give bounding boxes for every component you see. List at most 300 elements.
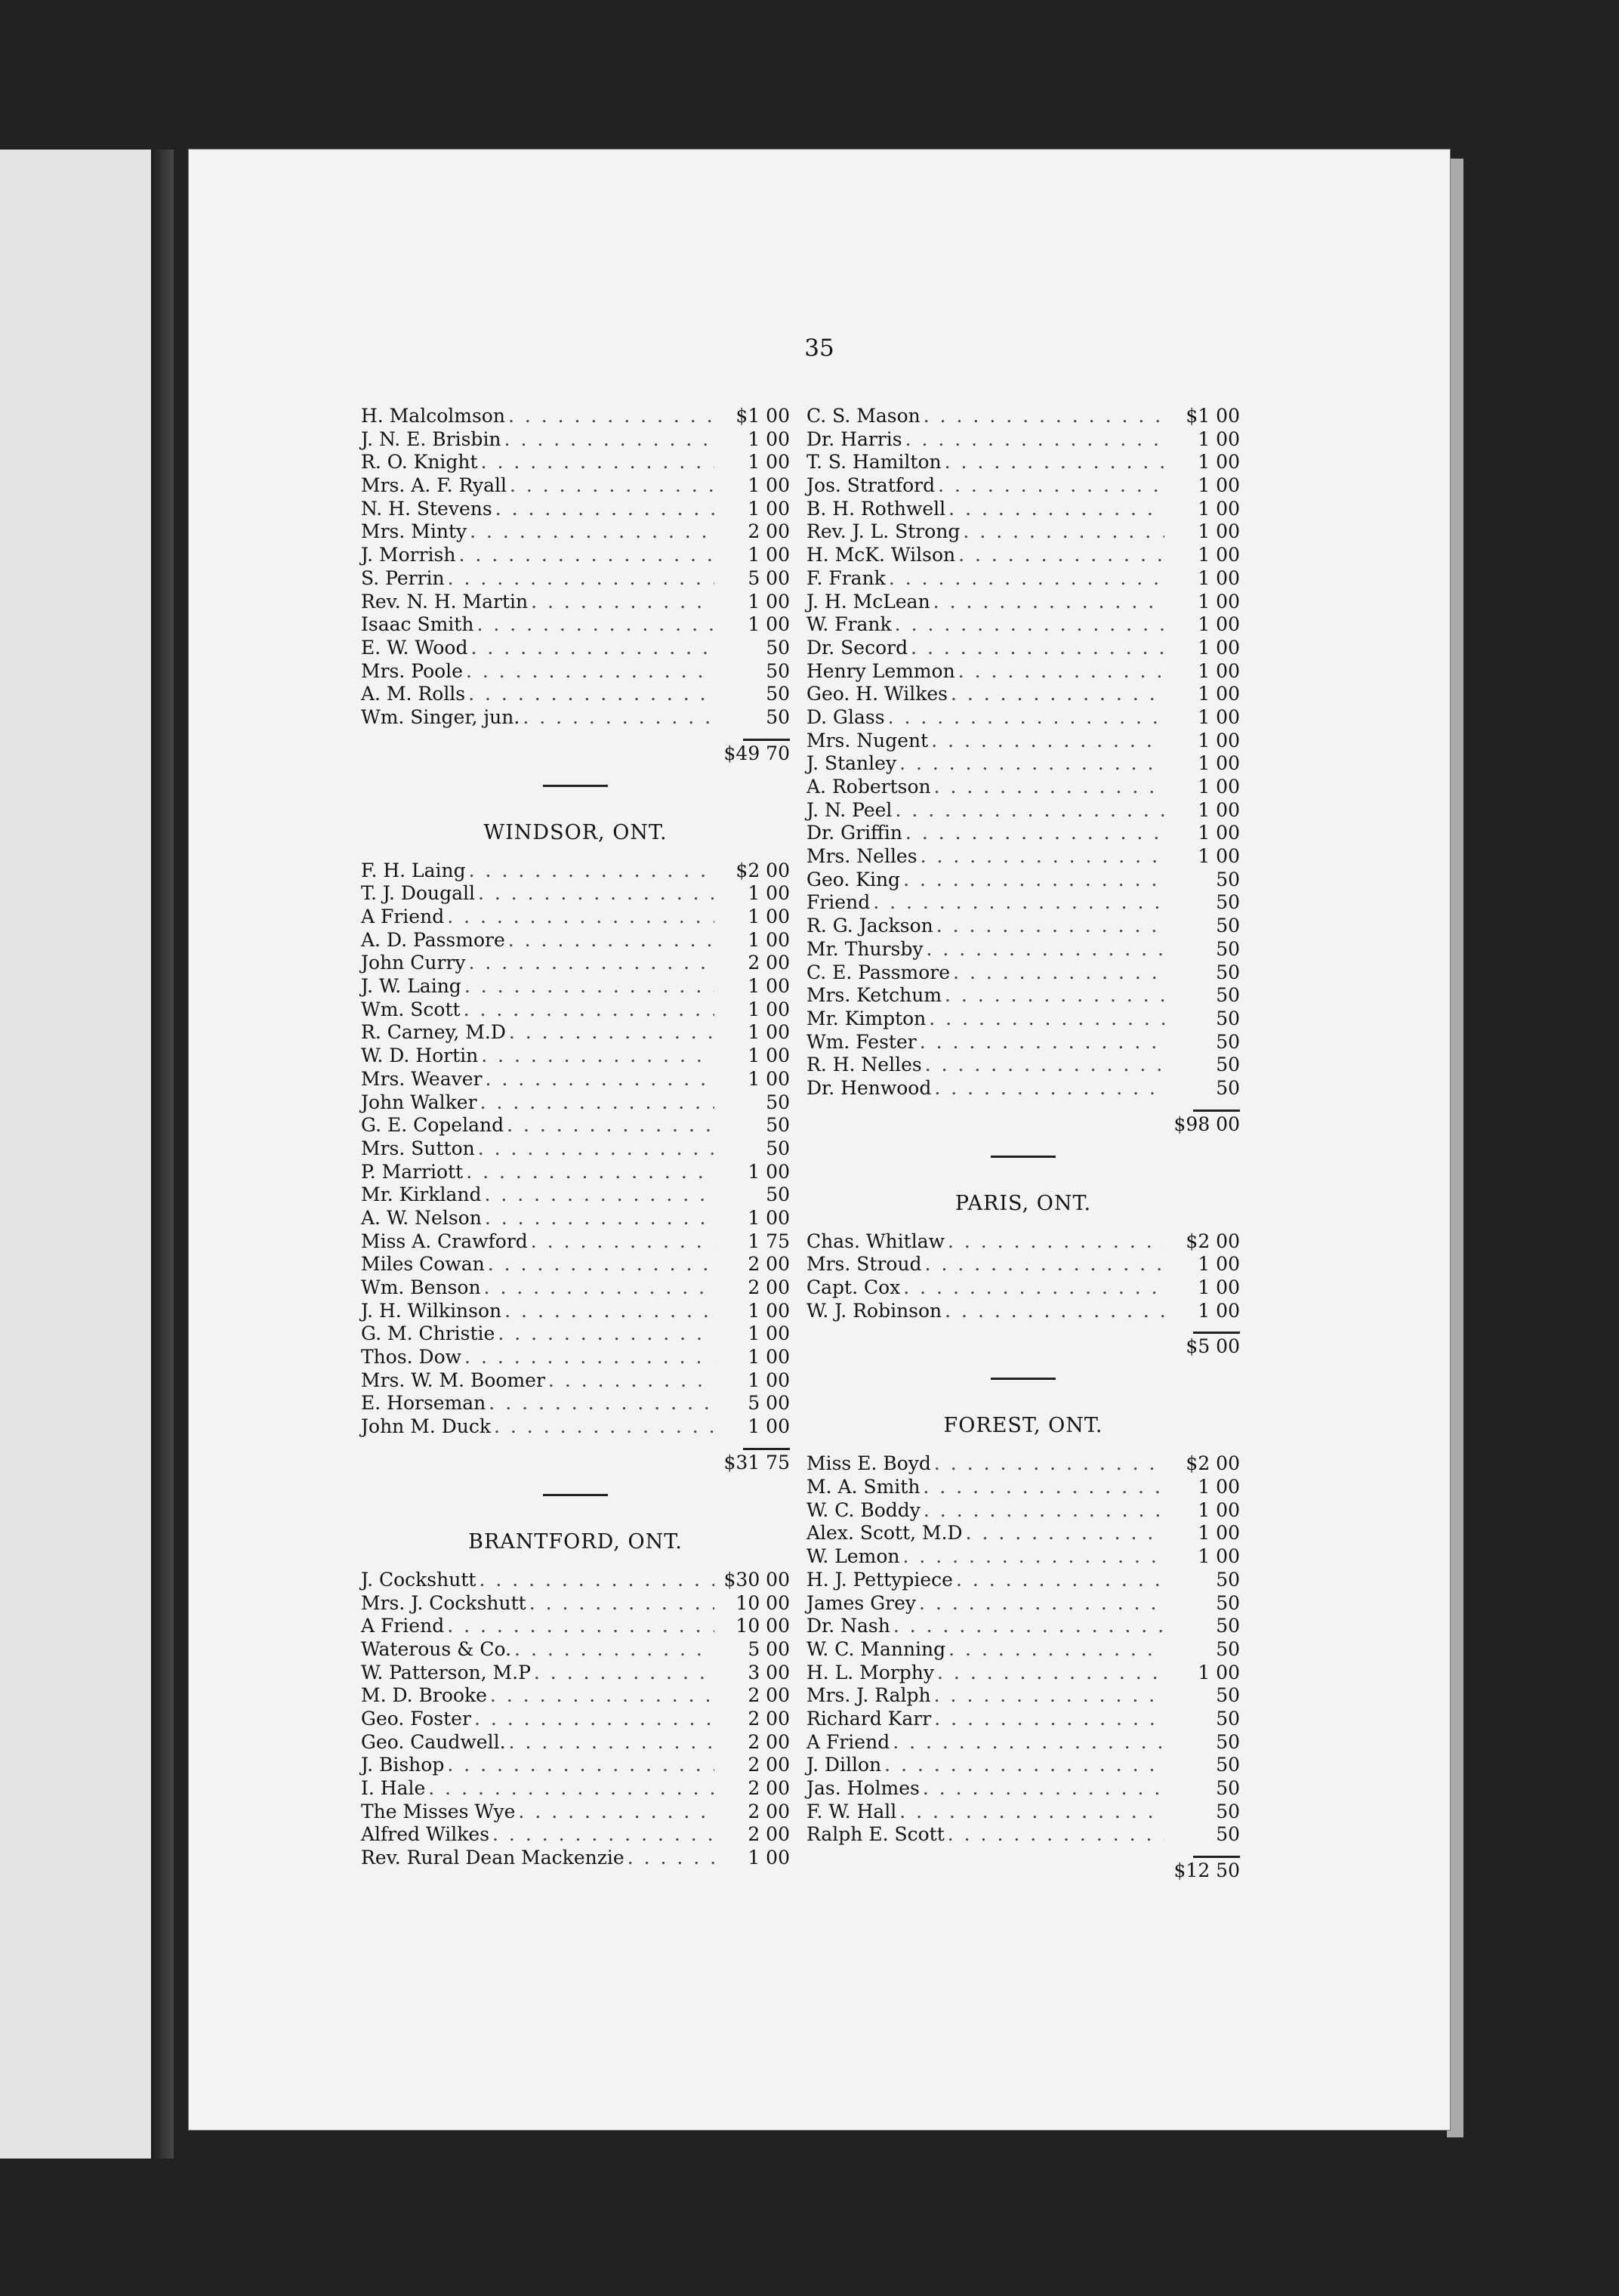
- section-brantford-ont: [361, 1494, 790, 1870]
- list-item: [806, 451, 1240, 474]
- list-item: [361, 451, 790, 474]
- leader-dots: [478, 1137, 714, 1161]
- leader-dots: [893, 1731, 1164, 1754]
- list-item: [361, 544, 790, 567]
- contributor-name: Waterous & Co.: [361, 1637, 512, 1660]
- contributor-name: W. Frank: [806, 613, 892, 636]
- list-item: [361, 405, 790, 428]
- list-item: [806, 1615, 1240, 1638]
- list-item: [806, 1054, 1240, 1077]
- contributor-name: Mr. Thursby: [806, 937, 924, 960]
- leader-dots: [509, 1731, 714, 1754]
- contribution-amount: 1 00: [1198, 1476, 1240, 1498]
- contributor-name: R. Carney, M.D: [361, 1021, 506, 1044]
- contribution-amount: 1 00: [1198, 1661, 1240, 1683]
- leader-dots: [479, 1569, 714, 1592]
- contributor-name: Geo. Caudwell.: [361, 1730, 506, 1753]
- leader-dots: [464, 1346, 714, 1369]
- list-item: [361, 1137, 790, 1161]
- leader-dots: [911, 637, 1164, 660]
- contribution-amount: 1 00: [1198, 566, 1240, 589]
- contributor-name: A Friend: [361, 906, 445, 927]
- leader-dots: [478, 882, 714, 906]
- contribution-amount: 50: [766, 1183, 790, 1206]
- list-item: [361, 1592, 790, 1616]
- contributor-name: C. E. Passmore: [806, 961, 951, 983]
- list-item: [806, 1522, 1240, 1545]
- contributor-name: I. Hale: [361, 1777, 426, 1799]
- contribution-amount: 1 00: [1198, 636, 1240, 659]
- contributor-name: H. Malcolmson: [361, 405, 505, 427]
- contributor-name: Mrs. J. Ralph: [806, 1684, 931, 1707]
- contributor-name: W. C. Boddy: [806, 1498, 921, 1521]
- list-item: [806, 1031, 1240, 1054]
- contribution-amount: 50: [1216, 1615, 1240, 1637]
- contribution-amount: 50: [1216, 1568, 1240, 1591]
- contribution-amount: 50: [1216, 1591, 1240, 1614]
- list-item: [806, 660, 1240, 684]
- contribution-amount: 50: [1216, 1754, 1240, 1776]
- list-item: [806, 776, 1240, 799]
- contributor-name: Dr. Harris: [806, 427, 902, 450]
- contributor-name: Henry Lemmon: [806, 659, 955, 682]
- leader-dots: [447, 906, 714, 929]
- contribution-amount: 10 00: [735, 1615, 790, 1637]
- contribution-amount: 1 00: [748, 1415, 790, 1438]
- list-item: [806, 1499, 1240, 1523]
- contribution-amount: 50: [1216, 1076, 1240, 1099]
- section-divider: [543, 785, 608, 787]
- contributor-name: Chas. Whitlaw: [806, 1230, 945, 1252]
- contributor-name: A. Robertson: [806, 776, 931, 798]
- contributor-name: Capt. Cox: [806, 1276, 901, 1298]
- list-item: [361, 1300, 790, 1323]
- list-item: [361, 683, 790, 706]
- list-item: [361, 706, 790, 730]
- contribution-amount: 1 00: [1198, 613, 1240, 636]
- list-item: [361, 1823, 790, 1847]
- total-amount: $98 00: [1173, 1113, 1240, 1135]
- leader-dots: [951, 683, 1164, 706]
- contributor-name: W. J. Robinson: [806, 1299, 942, 1322]
- list-item: [806, 405, 1240, 428]
- contribution-amount: 1 00: [1198, 822, 1240, 844]
- list-item: [806, 474, 1240, 498]
- leader-dots: [936, 915, 1164, 938]
- list-item: [806, 1638, 1240, 1662]
- leader-dots: [893, 1615, 1164, 1638]
- contributor-name: Geo. Foster: [361, 1707, 471, 1730]
- leader-dots: [484, 1183, 714, 1207]
- contribution-amount: 1 00: [748, 1299, 790, 1322]
- list-item: [361, 567, 790, 591]
- leader-dots: [920, 1031, 1164, 1054]
- contributor-name: Jas. Holmes: [806, 1777, 920, 1799]
- leader-dots: [945, 984, 1164, 1008]
- leader-dots: [934, 776, 1164, 799]
- list-item: [361, 1276, 790, 1300]
- contributor-name: N. H. Stevens: [361, 497, 492, 520]
- contribution-amount: 1 00: [748, 998, 790, 1020]
- contributor-name: H. J. Pettypiece: [806, 1568, 953, 1591]
- list-item: [806, 961, 1240, 985]
- section-total: [806, 1858, 1240, 1884]
- contributor-name: Alfred Wilkes: [361, 1823, 490, 1846]
- contributor-name: Mrs. Sutton: [361, 1137, 475, 1159]
- list-item: [806, 1801, 1240, 1824]
- contributor-name: J. N. Peel: [806, 798, 893, 821]
- contributor-name: R. O. Knight: [361, 451, 478, 474]
- contributor-name: Miles Cowan: [361, 1253, 485, 1276]
- leader-dots: [529, 1592, 714, 1616]
- contribution-amount: 1 00: [748, 1067, 790, 1090]
- leader-dots: [903, 1276, 1164, 1300]
- list-item: [361, 1415, 790, 1439]
- contribution-amount: 50: [1216, 1007, 1240, 1029]
- contribution-amount: 1 00: [748, 1045, 790, 1067]
- contribution-amount: 2 00: [748, 1707, 790, 1730]
- contributor-name: F. Frank: [806, 566, 886, 589]
- list-item: [361, 998, 790, 1022]
- leader-dots: [489, 1392, 714, 1415]
- contributor-name: C. S. Mason: [806, 405, 921, 427]
- list-item: [806, 1823, 1240, 1847]
- total-amount: $12 50: [1173, 1859, 1240, 1882]
- leader-dots: [464, 998, 714, 1022]
- leader-dots: [474, 1708, 714, 1731]
- list-item: [361, 1021, 790, 1045]
- leader-dots: [509, 1021, 714, 1045]
- contributor-name: Jos. Stratford: [806, 474, 936, 497]
- contribution-amount: 1 00: [1198, 729, 1240, 751]
- leader-dots: [888, 706, 1164, 730]
- contributor-name: F. W. Hall: [806, 1800, 897, 1822]
- page-number: 35: [804, 335, 834, 362]
- section-heading: BRANTFORD, ONT.: [468, 1529, 683, 1554]
- leader-dots: [485, 1207, 714, 1230]
- contribution-amount: 1 00: [1198, 474, 1240, 497]
- contribution-amount: 50: [1216, 984, 1240, 1007]
- section-paris-ont: [806, 1156, 1240, 1360]
- leader-dots: [934, 1452, 1164, 1476]
- contribution-amount: 1 00: [748, 451, 790, 474]
- list-item: [806, 869, 1240, 892]
- list-item: [806, 822, 1240, 845]
- leader-dots: [548, 1369, 714, 1393]
- contributor-name: W. D. Hortin: [361, 1045, 479, 1067]
- list-item: [806, 1476, 1240, 1499]
- contribution-amount: 1 00: [748, 497, 790, 520]
- contributor-name: M. A. Smith: [806, 1476, 921, 1498]
- contribution-amount: 1 00: [1198, 798, 1240, 821]
- contribution-amount: 1 00: [748, 474, 790, 497]
- right-column: [806, 405, 1240, 1884]
- list-item: [806, 1452, 1240, 1476]
- list-item: [361, 1638, 790, 1662]
- list-item: [806, 1731, 1240, 1754]
- contribution-amount: 50: [1216, 1823, 1240, 1846]
- section-total: [361, 1450, 790, 1476]
- list-item: [806, 752, 1240, 776]
- leader-dots: [931, 730, 1164, 753]
- contribution-amount: 1 00: [1198, 752, 1240, 775]
- list-item: [361, 1253, 790, 1276]
- list-item: [806, 1545, 1240, 1569]
- list-item: [361, 952, 790, 975]
- contributor-name: T. J. Dougall: [361, 882, 475, 905]
- leader-dots: [510, 474, 714, 498]
- list-item: [361, 498, 790, 521]
- list-item: [361, 1731, 790, 1754]
- contribution-amount: 1 00: [748, 1322, 790, 1345]
- list-item: [806, 613, 1240, 637]
- list-item: [806, 1708, 1240, 1731]
- contributor-name: Mrs. Minty: [361, 520, 467, 543]
- contributor-name: T. S. Hamilton: [806, 451, 942, 474]
- list-item: [806, 567, 1240, 591]
- total-amount: $31 75: [723, 1451, 790, 1474]
- contributor-name: G. M. Christie: [361, 1322, 495, 1345]
- contributor-name: Ralph E. Scott: [806, 1823, 945, 1846]
- contribution-amount: 50: [1216, 1030, 1240, 1053]
- contributor-name: Dr. Nash: [806, 1615, 890, 1637]
- contributor-name: J. Cockshutt: [361, 1568, 476, 1591]
- contribution-amount: 1 00: [1198, 544, 1240, 566]
- contribution-amount: 50: [1216, 1800, 1240, 1822]
- contribution-amount: 1 00: [1198, 451, 1240, 474]
- contributor-name: Friend: [806, 891, 871, 914]
- contribution-amount: 50: [1216, 868, 1240, 890]
- contribution-amount: 50: [1216, 891, 1240, 914]
- contribution-amount: 2 00: [748, 520, 790, 543]
- leader-dots: [902, 1545, 1164, 1569]
- leader-dots: [899, 752, 1164, 776]
- contributor-name: G. E. Copeland: [361, 1114, 504, 1137]
- contributor-name: S. Perrin: [361, 566, 445, 589]
- list-item: [806, 683, 1240, 706]
- leader-dots: [948, 1823, 1164, 1847]
- contribution-amount: 50: [1216, 1777, 1240, 1799]
- contributor-name: J. Morrish: [361, 544, 456, 566]
- contributor-name: Mrs. Poole: [361, 659, 463, 682]
- contribution-amount: 1 00: [1198, 776, 1240, 798]
- section-forest-ont: [806, 1378, 1240, 1884]
- contributor-name: W. C. Manning: [806, 1637, 946, 1660]
- leader-dots: [899, 1801, 1164, 1824]
- contributor-name: Rev. Rural Dean Mackenzie: [361, 1847, 624, 1869]
- contribution-amount: 50: [766, 1114, 790, 1137]
- contribution-amount: 50: [1216, 1684, 1240, 1707]
- list-item: [806, 799, 1240, 822]
- list-item: [361, 1615, 790, 1638]
- contributor-name: E. Horseman: [361, 1392, 486, 1415]
- contribution-amount: 1 00: [1198, 1253, 1240, 1276]
- list-item: [806, 730, 1240, 753]
- contribution-amount: 10 00: [735, 1591, 790, 1614]
- contributor-name: Geo. H. Wilkes: [806, 683, 948, 705]
- contribution-amount: 1 00: [748, 1346, 790, 1369]
- contribution-amount: 50: [1216, 1054, 1240, 1076]
- contribution-amount: $2 00: [1186, 1230, 1240, 1252]
- list-item: [806, 1008, 1240, 1031]
- contributor-name: E. W. Wood: [361, 636, 468, 659]
- contribution-amount: 50: [1216, 1707, 1240, 1730]
- list-item: [806, 1592, 1240, 1616]
- section-heading: FOREST, ONT.: [943, 1414, 1103, 1438]
- leader-dots: [924, 1499, 1164, 1523]
- contributor-name: J. H. McLean: [806, 590, 930, 613]
- list-item: [806, 591, 1240, 614]
- list-item: [806, 1754, 1240, 1777]
- leader-dots: [895, 799, 1164, 822]
- contribution-amount: 1 00: [748, 882, 790, 905]
- contribution-amount: 1 00: [1198, 1522, 1240, 1545]
- leader-dots: [934, 1077, 1164, 1100]
- leader-dots: [428, 1777, 714, 1801]
- contribution-amount: 1 00: [748, 1369, 790, 1391]
- contribution-amount: 50: [1216, 961, 1240, 983]
- list-item: [361, 637, 790, 660]
- list-item: [361, 1183, 790, 1207]
- list-item: [361, 1369, 790, 1393]
- section-total: [361, 741, 790, 767]
- contribution-amount: 50: [1216, 1637, 1240, 1660]
- list-item: [361, 1322, 790, 1346]
- leader-dots: [945, 1300, 1164, 1323]
- leader-dots: [531, 1230, 714, 1254]
- contributor-name: J. Dillon: [806, 1754, 882, 1776]
- leader-dots: [933, 591, 1164, 614]
- facing-page: [0, 150, 159, 2159]
- contributor-name: Wm. Fester: [806, 1030, 917, 1053]
- list-item: [361, 1754, 790, 1777]
- contribution-amount: 2 00: [748, 1823, 790, 1846]
- leader-dots: [958, 660, 1164, 684]
- leader-dots: [884, 1754, 1164, 1777]
- list-item: [361, 1045, 790, 1068]
- list-item: [361, 1777, 790, 1801]
- contribution-amount: 2 00: [748, 1754, 790, 1776]
- book-gutter: [151, 150, 174, 2159]
- list-item: [361, 1230, 790, 1254]
- list-item: [806, 544, 1240, 567]
- contribution-amount: 50: [766, 1137, 790, 1159]
- leader-dots: [464, 975, 714, 998]
- leader-dots: [466, 660, 714, 684]
- contribution-amount: 1 00: [748, 1206, 790, 1229]
- list-item: [806, 1230, 1240, 1254]
- contribution-amount: 1 00: [748, 975, 790, 998]
- list-item: [806, 520, 1240, 544]
- leader-dots: [447, 1754, 714, 1777]
- list-item: [361, 1091, 790, 1115]
- list-item: [361, 1068, 790, 1091]
- leader-dots: [468, 952, 714, 975]
- list-item: [806, 428, 1240, 452]
- leader-dots: [458, 544, 714, 567]
- leader-dots: [963, 520, 1164, 544]
- contribution-amount: 50: [766, 636, 790, 659]
- leader-dots: [948, 1638, 1164, 1662]
- list-item: [806, 915, 1240, 938]
- contribution-amount: 50: [1216, 937, 1240, 960]
- contributor-name: Mr. Kimpton: [806, 1007, 927, 1029]
- leader-dots: [470, 520, 714, 544]
- contributor-name: W. Lemon: [806, 1545, 900, 1568]
- section-heading: PARIS, ONT.: [954, 1191, 1092, 1215]
- section-continued: [361, 405, 790, 767]
- list-item: [361, 474, 790, 498]
- contribution-amount: 2 00: [748, 1253, 790, 1276]
- contribution-amount: 50: [1216, 1730, 1240, 1753]
- leader-dots: [470, 637, 714, 660]
- leader-dots: [925, 1253, 1164, 1276]
- list-item: [806, 891, 1240, 915]
- list-item: [361, 906, 790, 929]
- contribution-amount: $1 00: [1186, 405, 1240, 427]
- leader-dots: [466, 1161, 714, 1184]
- contributor-name: Mr. Kirkland: [361, 1183, 482, 1206]
- contributor-name: Dr. Secord: [806, 636, 908, 659]
- leader-dots: [504, 428, 714, 452]
- list-item: [806, 1300, 1240, 1323]
- list-item: [806, 938, 1240, 961]
- leader-dots: [925, 1054, 1164, 1077]
- contribution-amount: 1 00: [748, 427, 790, 450]
- contributor-name: P. Marriott: [361, 1160, 464, 1183]
- list-item: [806, 1253, 1240, 1276]
- section-continued: [806, 405, 1240, 1137]
- contributor-name: A. M. Rolls: [361, 683, 466, 705]
- leader-dots: [903, 869, 1164, 892]
- list-item: [361, 520, 790, 544]
- contribution-amount: 1 00: [1198, 427, 1240, 450]
- list-item: [806, 1077, 1240, 1100]
- contributor-name: Mrs. Weaver: [361, 1067, 483, 1090]
- contributor-name: R. H. Nelles: [806, 1054, 922, 1076]
- leader-dots: [494, 1415, 714, 1439]
- contributor-name: Mrs. Ketchum: [806, 984, 942, 1007]
- contributor-name: Rev. N. H. Martin: [361, 590, 529, 613]
- contribution-amount: 2 00: [748, 1730, 790, 1753]
- list-item: [361, 882, 790, 906]
- leader-dots: [934, 1684, 1164, 1708]
- list-item: [361, 660, 790, 684]
- section-total: [806, 1112, 1240, 1137]
- contributor-name: The Misses Wye: [361, 1800, 516, 1822]
- leader-dots: [934, 1708, 1164, 1731]
- list-item: [361, 859, 790, 883]
- leader-dots: [937, 1662, 1164, 1685]
- contributor-name: A Friend: [806, 1730, 890, 1753]
- leader-dots: [448, 567, 714, 591]
- leader-dots: [966, 1522, 1164, 1545]
- contributor-name: Miss A. Crawford: [361, 1230, 528, 1252]
- leader-dots: [919, 1592, 1164, 1616]
- list-item: [361, 975, 790, 998]
- list-item: [361, 1346, 790, 1369]
- leader-dots: [531, 591, 714, 614]
- list-item: [806, 1569, 1240, 1592]
- list-item: [361, 428, 790, 452]
- leader-dots: [488, 1253, 714, 1276]
- contributor-name: Wm. Singer, jun.: [361, 705, 520, 728]
- contributor-name: R. G. Jackson: [806, 915, 933, 937]
- contributor-name: John M. Duck: [361, 1415, 492, 1438]
- contributor-name: Wm. Scott: [361, 998, 461, 1020]
- list-item: [806, 984, 1240, 1008]
- list-item: [806, 1684, 1240, 1708]
